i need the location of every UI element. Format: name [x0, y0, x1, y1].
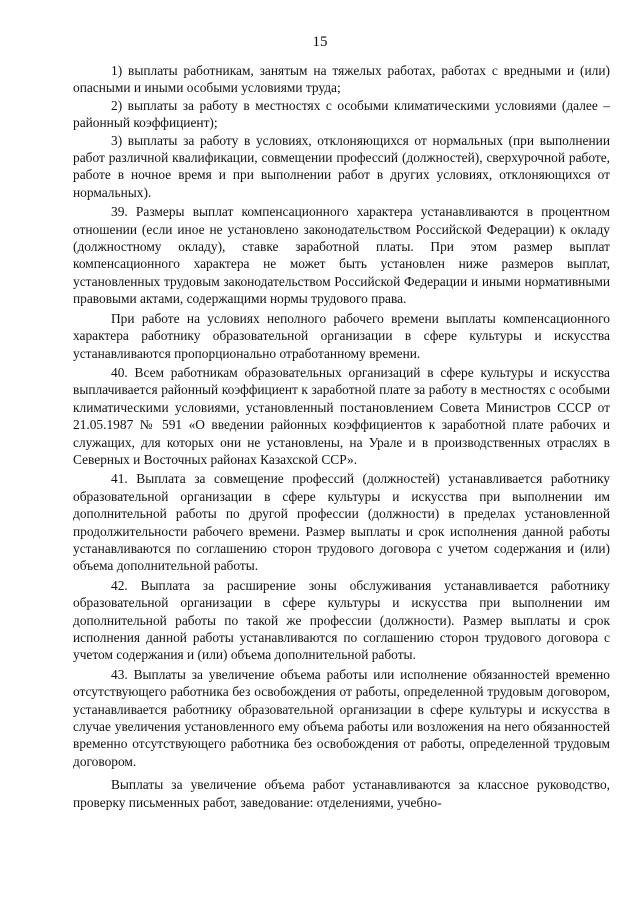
paragraph-item-3: 3) выплаты за работу в условиях, отклоняющихся от нормальных (при выполнении работ различной квалификации, совмещении профессий (должностей), сверхурочной работе, работе в ночное время и при выполнении работ в других условиях, отклоняющихся от нормальных).: [73, 132, 610, 200]
paragraph-section-39: 39. Размеры выплат компенсационного характера устанавливаются в процентном отношении (если иное не установлено законодательством Российской Федерации) к окладу (должностному окладу), ставке заработной платы. При этом размер выплат компенсационного характера не может быть установлен ниже размеров выплат, установленных трудовым законодательством Российской Федерации и иными нормативными правовыми актами, содержащими нормы трудового права.: [73, 204, 610, 307]
paragraph-section-41: 41. Выплата за совмещение профессий (должностей) устанавливается работнику образовательной организации в сфере культуры и искусства при выполнении им дополнительной работы по другой профессии (должности) в пределах установленной продолжительности рабочего времени. Размер выплаты и срок исполнения данной работы устанавливаются по соглашению сторон трудового договора с учетом содержания и (или) объема дополнительной работы.: [73, 471, 610, 574]
document-body: [73, 62, 610, 811]
paragraph-part-time: При работе на условиях неполного рабочего времени выплаты компенсационного характера работнику образовательной организации в сфере культуры и искусства устанавливаются пропорционально отработанному времени.: [73, 310, 610, 361]
paragraph-workload-payments: Выплаты за увеличение объема работ устанавливаются за классное руководство, проверку письменных работ, заведование: отделениями, учебно-: [73, 777, 610, 810]
page-number: 15: [312, 34, 328, 50]
paragraph-item-1: 1) выплаты работникам, занятым на тяжелых работах, работах с вредными и (или) опасными и иными особыми условиями труда;: [73, 63, 610, 96]
paragraph-section-40: 40. Всем работникам образовательных организаций в сфере культуры и искусства выплачивается районный коэффициент к заработной плате за работу в местностях с особыми климатическими условиями, установленный постановлением Совета Министров СССР от 21.05.1987 № 591 «О введении районных коэффициентов к заработной плате рабочих и служащих, для которых они не установлены, на Урале и в производственных отраслях в Северных и Восточных районах Казахской ССР».: [73, 364, 610, 467]
paragraph-section-43: 43. Выплаты за увеличение объема работы или исполнение обязанностей временно отсутствующего работника без освобождения от работы, определенной трудовым договором, устанавливается работнику образовательной организации в сфере культуры и искусства в случае увеличения установленного ему объема работы или возложения на него обязанностей временно отсутствующего работника без освобождения от работы, определенной трудовым договором.: [73, 666, 610, 769]
paragraph-section-42: 42. Выплата за расширение зоны обслуживания устанавливается работнику образовательной организации в сфере культуры и искусства при выполнении им дополнительной работы по такой же профессии (должности). Размер выплаты и срок исполнения данной работы устанавливаются по соглашению сторон трудового договора с учетом содержания и (или) объема дополнительной работы.: [73, 577, 610, 663]
paragraph-item-2: 2) выплаты за работу в местностях с особыми климатическими условиями (далее – районный коэффициент);: [73, 97, 610, 131]
